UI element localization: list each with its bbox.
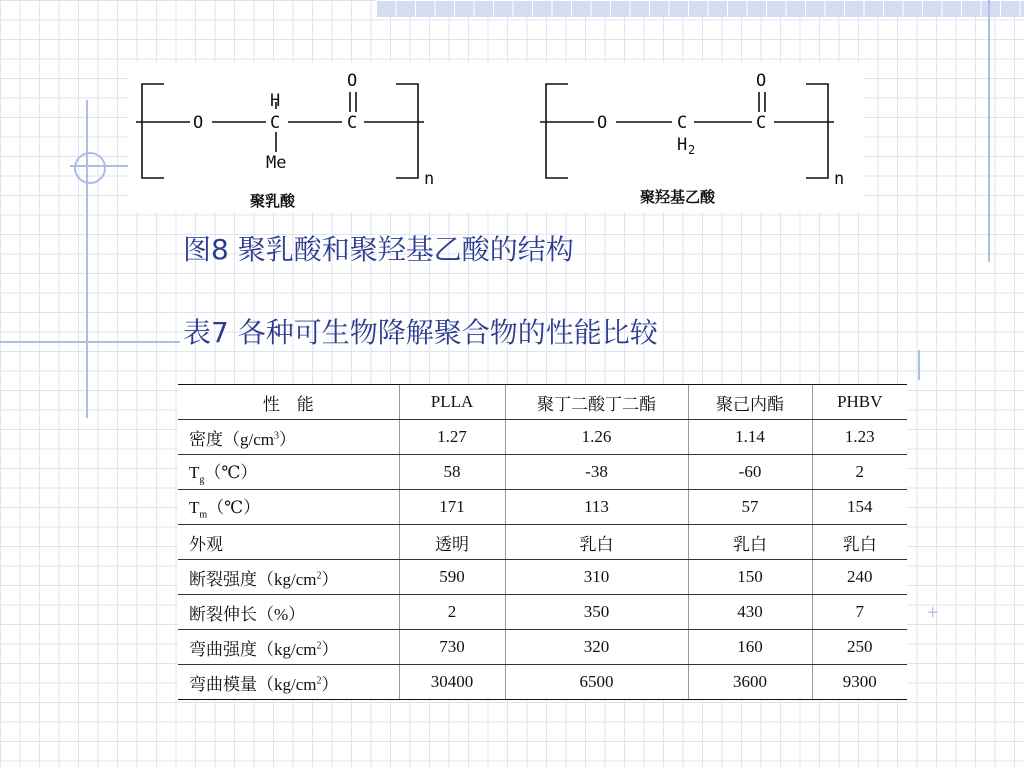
table-cell: 乳白 xyxy=(688,525,812,560)
deco-vertical-line xyxy=(988,0,990,262)
table-cell: 透明 xyxy=(399,525,505,560)
table-cell: 1.26 xyxy=(505,420,688,455)
atom-subscript: 2 xyxy=(688,143,696,157)
table-cell: 350 xyxy=(505,595,688,630)
deco-mark: + xyxy=(926,602,940,621)
row-label: $T_m(℃)$ xyxy=(178,490,399,525)
table-row xyxy=(178,560,907,595)
row-label: 密度$(g/cm^3)$ xyxy=(178,420,399,455)
table-cell: 6500 xyxy=(505,665,688,700)
table-cell: 590 xyxy=(399,560,505,595)
atom-label: H xyxy=(270,91,281,111)
table-cell: -38 xyxy=(505,455,688,490)
table-cell: 2 xyxy=(399,595,505,630)
repeat-n-label: n xyxy=(834,169,845,189)
table-cell: -60 xyxy=(688,455,812,490)
table-cell: 150 xyxy=(688,560,812,595)
deco-horizontal-line xyxy=(0,341,180,343)
deco-circle xyxy=(74,152,106,184)
header-band xyxy=(376,0,1024,17)
table-row xyxy=(178,665,907,700)
table-header-row xyxy=(178,385,907,420)
table-cell: 1.23 xyxy=(812,420,907,455)
table-cell: 乳白 xyxy=(812,525,907,560)
row-label: $T_g(℃)$ xyxy=(178,455,399,490)
atom-label: O xyxy=(756,71,767,91)
atom-label: C xyxy=(270,113,281,133)
table-cell: 乳白 xyxy=(505,525,688,560)
header-property: 性 能 xyxy=(178,385,399,420)
table-cell: 113 xyxy=(505,490,688,525)
table-row xyxy=(178,455,907,490)
table-cell: 430 xyxy=(688,595,812,630)
properties-table xyxy=(178,384,907,700)
table-cell: 240 xyxy=(812,560,907,595)
table-cell: 320 xyxy=(505,630,688,665)
table-cell: 1.27 xyxy=(399,420,505,455)
table-cell: 9300 xyxy=(812,665,907,700)
repeat-n-label: n xyxy=(424,169,435,189)
table-cell: 58 xyxy=(399,455,505,490)
atom-label: C xyxy=(756,113,767,133)
header-phbv: PHBV xyxy=(812,385,907,420)
table-cell: 7 xyxy=(812,595,907,630)
figure-caption: 图8 聚乳酸和聚羟基乙酸的结构 xyxy=(183,233,574,266)
structure-svg xyxy=(128,62,863,212)
table-cell: 154 xyxy=(812,490,907,525)
structure-diagram xyxy=(128,62,863,212)
atom-label: C xyxy=(347,113,358,133)
molecule-name-pga: 聚羟基乙酸 xyxy=(640,188,716,206)
row-label: 弯曲模量$(kg/cm^2)$ xyxy=(178,665,399,700)
table-row xyxy=(178,490,907,525)
table-cell: 2 xyxy=(812,455,907,490)
table-cell: 730 xyxy=(399,630,505,665)
table-cell: 1.14 xyxy=(688,420,812,455)
atom-label: O xyxy=(193,113,204,133)
table-cell: 310 xyxy=(505,560,688,595)
table-cell: 57 xyxy=(688,490,812,525)
atom-label: O xyxy=(597,113,608,133)
table-cell: 160 xyxy=(688,630,812,665)
row-label: 断裂强度$(kg/cm^2)$ xyxy=(178,560,399,595)
table-row xyxy=(178,595,907,630)
table-cell: 250 xyxy=(812,630,907,665)
row-label: 外观 xyxy=(178,525,399,560)
table-row xyxy=(178,630,907,665)
table-cell: 30400 xyxy=(399,665,505,700)
atom-label: H xyxy=(677,135,688,155)
deco-vertical-line xyxy=(918,350,920,380)
atom-label: C xyxy=(677,113,688,133)
table-cell: 171 xyxy=(399,490,505,525)
row-label: 弯曲强度$(kg/cm^2)$ xyxy=(178,630,399,665)
table-cell: 3600 xyxy=(688,665,812,700)
table-caption: 表7 各种可生物降解聚合物的性能比较 xyxy=(183,316,658,349)
table-row xyxy=(178,525,907,560)
header-pbs: 聚丁二酸丁二酯 xyxy=(505,385,688,420)
atom-label: O xyxy=(347,71,358,91)
atom-label: Me xyxy=(266,153,287,173)
molecule-name-pla: 聚乳酸 xyxy=(250,192,296,210)
header-plla: PLLA xyxy=(399,385,505,420)
table-row xyxy=(178,420,907,455)
header-pcl: 聚己内酯 xyxy=(688,385,812,420)
row-label: 断裂伸长（%） xyxy=(178,595,399,630)
deco-vertical-line xyxy=(86,100,88,418)
